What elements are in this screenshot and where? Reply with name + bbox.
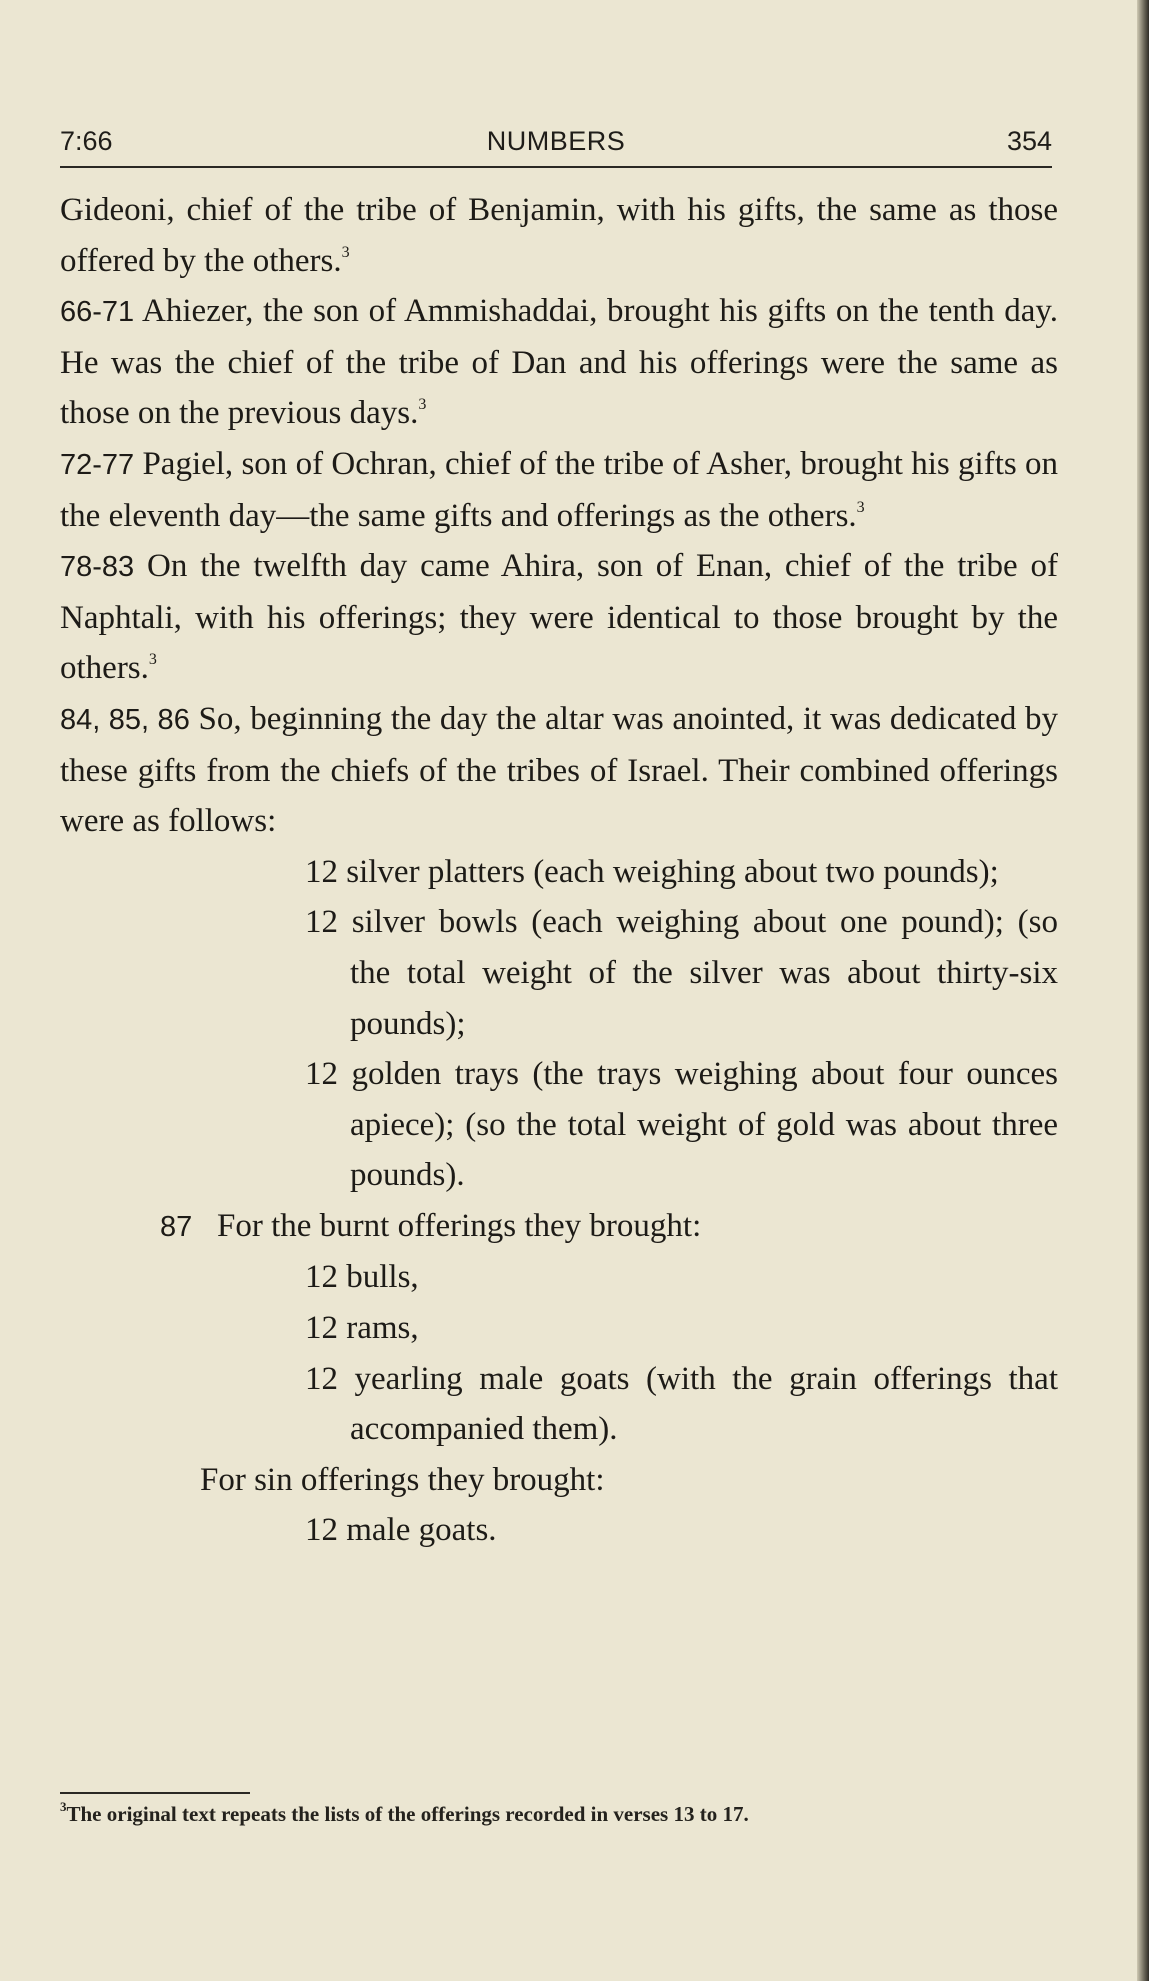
- paragraph-84-86: 84, 85, 86 So, beginning the day the altar was anointed, it was dedicated by these gifts from the chiefs of the tribes of Israel. Their combined offerings were as follows:: [60, 700, 1059, 840]
- page-edge: [1137, 0, 1149, 1981]
- page-number: 354: [1006, 126, 1052, 156]
- footnote: [60, 1799, 1058, 1827]
- footnote-mark: 3: [418, 396, 427, 414]
- sin-offerings-heading: For sin offerings they brought:: [200, 1461, 605, 1498]
- paragraph-87: 87 For the burnt offerings they brought:: [160, 1207, 702, 1244]
- verse-number: 72-77: [60, 448, 135, 481]
- footnote-mark: 3: [856, 498, 865, 516]
- book-title: NUMBERS: [486, 126, 626, 156]
- burnt-offerings-list: [60, 1252, 1058, 1454]
- footnote-mark: 3: [148, 651, 157, 669]
- footnote-text: The original text repeats the lists of the offerings recorded in verses 13 to 17.: [66, 1802, 749, 1826]
- verse-number: 78-83: [60, 551, 135, 584]
- paragraph-72-77: 72-77 Pagiel, son of Ochran, chief of the tribe of Asher, brought his gifts on the eleventh day—the same gifts and offerings as the others.$^3$: [60, 445, 1058, 534]
- footnote-divider: [60, 1792, 250, 1794]
- list-item: 12 rams,: [305, 1310, 419, 1347]
- list-item: 12 silver bowls (each weighing about one pound); (so the total weight of the silver was about thirty-six pounds);: [305, 904, 1058, 1042]
- running-header: [60, 122, 1052, 168]
- list-item: 12 golden trays (the trays weighing about four ounces apiece); (so the total weight of gold was about three pounds).: [305, 1056, 1058, 1194]
- verse-number: 66-71: [60, 296, 135, 329]
- paragraph-78-83: 78-83 On the twelfth day came Ahira, son of Enan, chief of the tribe of Naphtali, with his offerings; they were identical to those brought by the others.$^3$: [60, 548, 1059, 687]
- paragraph-66-71: 66-71 Ahiezer, the son of Ammishaddai, brought his gifts on the tenth day. He was the chief of the tribe of Dan and his offerings were the same as those on the previous days.$^3$: [60, 293, 1059, 432]
- sin-offerings-list: [60, 1505, 1058, 1556]
- verse-number: 84, 85, 86: [60, 703, 190, 736]
- verse-number: 87: [160, 1210, 193, 1243]
- list-item: 12 yearling male goats (with the grain offerings that accompanied them).: [305, 1360, 1058, 1448]
- offerings-list: [60, 847, 1058, 1201]
- main-text: [60, 185, 1058, 1556]
- footnote-mark: 3: [341, 243, 350, 261]
- chapter-verse-reference: 7:66: [60, 126, 113, 156]
- footnote-mark: 3: [60, 1799, 67, 1814]
- list-item: 12 bulls,: [305, 1259, 419, 1296]
- paragraph-continuation: Gideoni, chief of the tribe of Benjamin, with his gifts, the same as those offered by the others.$^3$: [60, 192, 1058, 279]
- list-item: 12 silver platters (each weighing about two pounds);: [305, 853, 999, 890]
- list-item: 12 male goats.: [305, 1512, 497, 1549]
